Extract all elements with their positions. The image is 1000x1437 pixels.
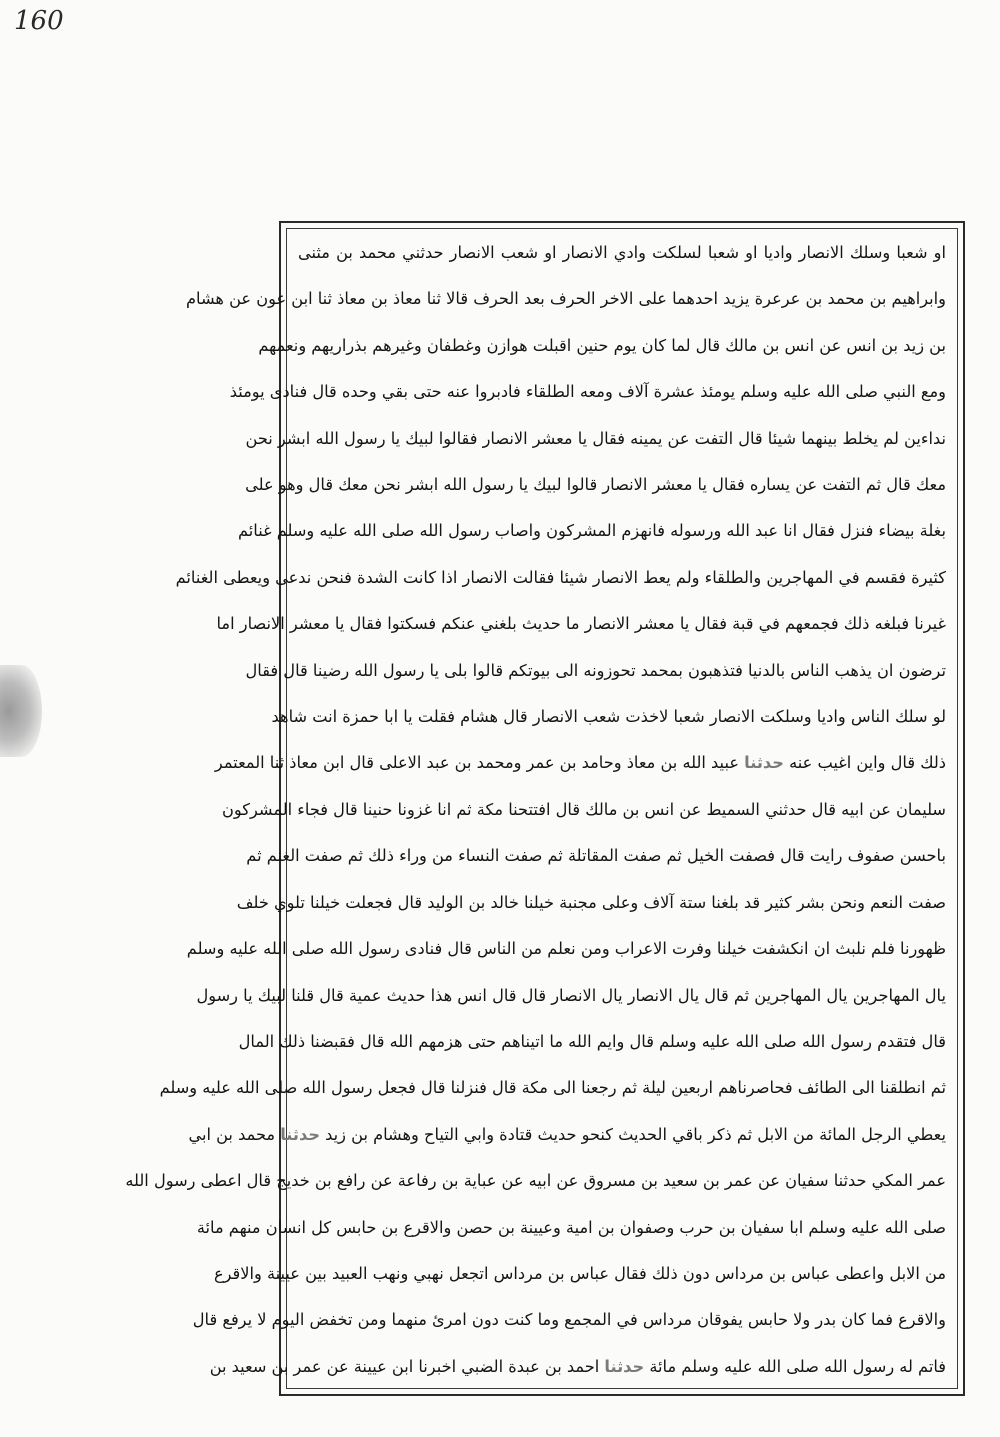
manuscript-line bbox=[214, 746, 946, 780]
manuscript-line: ظهورنا فلم نلبث ان انكشفت خيلنا وفرت الاعراب ومن نعلم من الناس قال فنادى رسول الله صلى الله عليه وسلم bbox=[186, 939, 946, 959]
line-text: ذلك قال واين اغيب عنه bbox=[789, 753, 946, 773]
manuscript-line: سليمان عن ابيه قال حدثني السميط عن انس بن مالك قال افتتحنا مكة ثم انا غزونا حنينا قال فجاء المشركون bbox=[222, 799, 946, 819]
manuscript-line: بن زيد بن انس عن انس بن مالك قال لما كان يوم حنين اقبلت هوازن وغطفان وغيرهم بذراريهم ونعمهم bbox=[258, 335, 946, 355]
manuscript-line: بغلة بيضاء فنزل فقال انا عبد الله ورسوله فانهزم المشركون واصاب رسول الله صلى الله عليه وسلم غنائم bbox=[238, 521, 946, 541]
manuscript-line: نداءين لم يخلط بينهما شيئا قال التفت عن يمينه فقال يا معشر الانصار فقالوا لبيك يا رسول الله ابشر نحن bbox=[245, 428, 946, 448]
page-number: 160 bbox=[14, 6, 64, 36]
manuscript-line: او شعبا وسلك الانصار واديا او شعبا لسلكت وادي الانصار او شعب الانصار حدثني محمد بن مثنى bbox=[298, 243, 946, 262]
manuscript-line: صفت النعم ونحن بشر كثير قد بلغنا ستة آلاف وعلى مجنبة خيلنا خالد بن الوليد قال فجعلت خيلنا تلوي خلف bbox=[236, 892, 946, 912]
line-text-continuation: عبيد الله بن معاذ وحامد بن عمر ومحمد بن عبد الاعلى قال ابن معاذ ثنا المعتمر bbox=[214, 753, 739, 773]
rubric-haddathana: حدثنا bbox=[744, 753, 784, 773]
manuscript-line: معك قال ثم التفت عن يساره فقال يا معشر الانصار قالوا لبيك يا رسول الله ابشر نحن معك قال وهو على bbox=[245, 475, 946, 495]
line-text: فاتم له رسول الله صلى الله عليه وسلم مائة bbox=[649, 1356, 946, 1376]
rubric-haddathana: حدثنا bbox=[604, 1356, 645, 1376]
manuscript-line bbox=[209, 1350, 946, 1384]
manuscript-line: كثيرة فقسم في المهاجرين والطلقاء ولم يعط الانصار شيئا فقالت الانصار اذا كانت الشدة فنحن ندعى ويعطى الغنائم bbox=[175, 567, 946, 587]
manuscript-line: وابراهيم بن محمد بن عرعرة يزيد احدهما على الاخر الحرف بعد الحرف قالا ثنا معاذ بن معاذ ثنا ابن عون عن هشام bbox=[186, 289, 946, 309]
manuscript-line: غيرنا فبلغه ذلك فجمعهم في قبة فقال يا معشر الانصار ما حديث بلغني عنكم فسكتوا فقال يا معشر الانصار اما bbox=[216, 614, 946, 634]
manuscript-line: صلى الله عليه وسلم ابا سفيان بن حرب وصفوان بن امية وعيينة بن حصن والاقرع بن حابس كل انسان منهم مائة bbox=[196, 1217, 946, 1237]
margin-ink-stain bbox=[0, 665, 42, 757]
manuscript-line: والاقرع فما كان بدر ولا حابس يفوقان مرداس في المجمع وما كنت دون امرئ منهما ومن تخفض اليوم لا يرفع قال bbox=[192, 1310, 946, 1330]
manuscript-line: ترضون ان يذهب الناس بالدنيا فتذهبون بمحمد تحوزونه الى بيوتكم قالوا بلى يا رسول الله رضينا قال فقال bbox=[245, 660, 946, 680]
manuscript-line: من الابل واعطى عباس بن مرداس دون ذلك فقال عباس بن مرداس اتجعل نهبي ونهب العبيد بين عيينة والاقرع bbox=[213, 1263, 946, 1283]
manuscript-line: ثم انطلقنا الى الطائف فحاصرناهم اربعين ليلة ثم رجعنا الى مكة قال فنزلنا قال فجعل رسول الله صلى الله عليه وسلم bbox=[159, 1078, 946, 1098]
manuscript-line: باحسن صفوف رايت قال فصفت الخيل ثم صفت المقاتلة ثم صفت النساء من وراء ذلك ثم صفت الغنم ثم bbox=[246, 846, 946, 866]
manuscript-line: يال المهاجرين يال المهاجرين ثم قال يال الانصار يال الانصار قال قال انس هذا حديث عمية قال قلنا لبيك يا رسول bbox=[196, 985, 946, 1005]
line-text-continuation: احمد بن عبدة الضبي اخبرنا ابن عيينة عن عمر بن سعيد بن bbox=[209, 1356, 600, 1376]
rubric-haddathana: حدثنا bbox=[280, 1124, 320, 1144]
manuscript-line: عمر المكي حدثنا سفيان عن عمر بن سعيد بن مسروق عن ابيه عن عباية بن رفاعة عن رافع بن خديج قال اعطى رسول الله bbox=[125, 1171, 946, 1191]
line-text: يعطي الرجل المائة من الابل ثم ذكر باقي الحديث كنحو حديث قتادة وابي التياح وهشام بن زيد bbox=[325, 1124, 946, 1144]
manuscript-line bbox=[188, 1118, 946, 1152]
manuscript-line: ومع النبي صلى الله عليه وسلم يومئذ عشرة آلاف ومعه الطلقاء فادبروا عنه حتى بقي وحده قال فنادى يومئذ bbox=[229, 382, 946, 402]
manuscript-line: قال فتقدم رسول الله صلى الله عليه وسلم قال وايم الله ما اتيناهم حتى هزمهم الله قال فقبضنا ذلك المال bbox=[238, 1031, 946, 1051]
line-text-continuation: محمد بن ابي bbox=[188, 1124, 276, 1144]
manuscript-line: لو سلك الناس واديا وسلكت الانصار شعبا لاخذت شعب الانصار قال هشام فقلت يا ابا حمزة انت شاهد bbox=[271, 707, 946, 727]
manuscript-text-block bbox=[125, 236, 946, 1384]
